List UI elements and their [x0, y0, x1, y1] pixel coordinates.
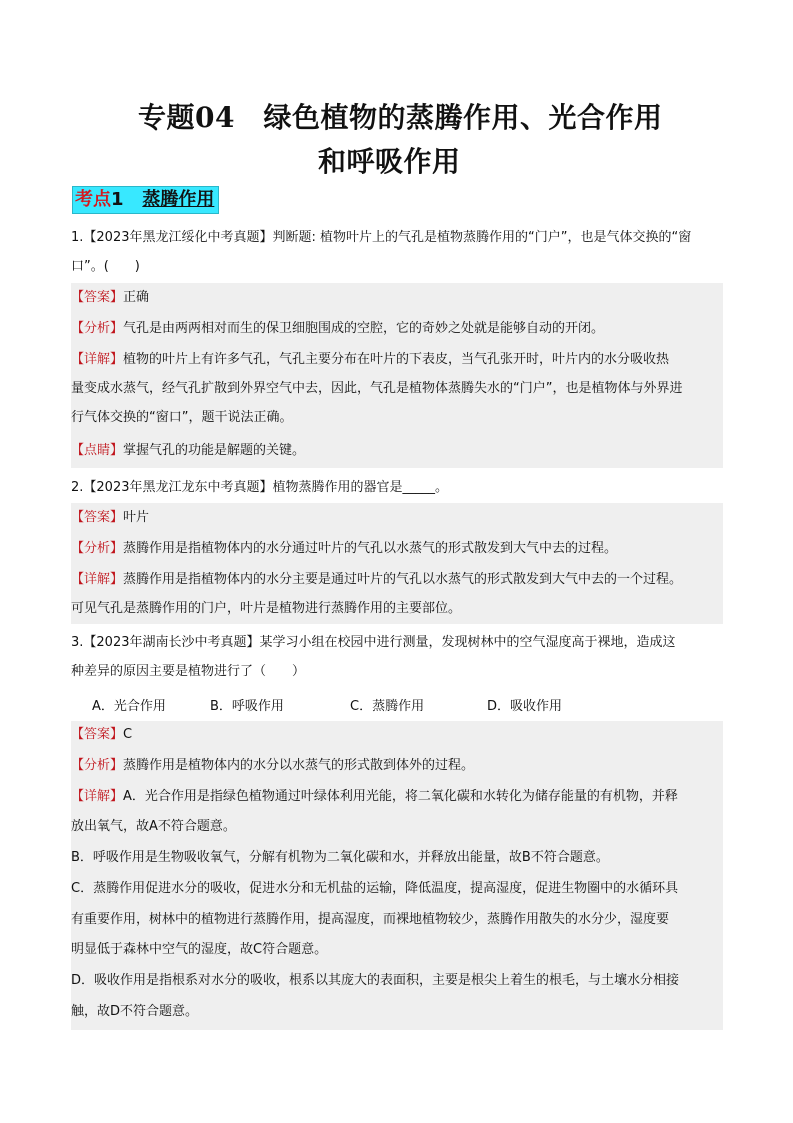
q1-analysis [71, 320, 723, 338]
section-number: 1 [111, 189, 124, 210]
q3-analysis [71, 757, 723, 775]
analysis-text: 蒸腾作用是植物体内的水分以水蒸气的形式散到体外的过程。 [123, 758, 475, 773]
answer-text: 叶片 [123, 510, 150, 525]
q2-detail-line2: 可见气孔是蒸腾作用的门户，叶片是植物进行蒸腾作用的主要部位。 [71, 601, 462, 616]
q1-answer [71, 289, 723, 307]
section-kaodian: 考点 [75, 189, 111, 210]
q2-stem: 2.【2023年黑龙江龙东中考真题】植物蒸腾作用的器官是_____。 [71, 480, 448, 495]
answer-tag: 【答案】 [71, 727, 124, 742]
q3-detail-line1 [71, 788, 723, 806]
q2-answer [71, 509, 723, 527]
q3-detail-line7: D．吸收作用是指根系对水分的吸收，根系以其庞大的表面积，主要是根尖上着生的根毛，与土壤水分相接 [71, 973, 680, 988]
q3-option-b: B．呼吸作用 [210, 699, 284, 714]
q3-option-d: D．吸收作用 [487, 699, 563, 714]
q3-detail-line5: 有重要作用，树林中的植物进行蒸腾作用，提高湿度，而裸地植物较少，蒸腾作用散失的水分少，湿度要 [71, 912, 670, 927]
page-title: 专题04 绿色植物的蒸腾作用、光合作用 [138, 101, 663, 134]
point-tag: 【点睛】 [71, 443, 124, 458]
analysis-tag: 【分析】 [71, 321, 124, 336]
point-text: 掌握气孔的功能是解题的关键。 [123, 443, 306, 458]
q3-detail-line4: C．蒸腾作用促进水分的吸收，促进水分和无机盐的运输，降低温度，提高湿度，促进生物圈中的水循环具 [71, 881, 679, 896]
detail-text: 蒸腾作用是指植物体内的水分主要是通过叶片的气孔以水蒸气的形式散发到大气中去的一个过程。 [123, 572, 683, 587]
q3-answer [71, 726, 723, 744]
answer-tag: 【答案】 [71, 510, 124, 525]
detail-text: 植物的叶片上有许多气孔，气孔主要分布在叶片的下表皮，当气孔张开时，叶片内的水分吸收热 [123, 352, 670, 367]
q3-stem-line1: 3.【2023年湖南长沙中考真题】某学习小组在校园中进行测量，发现树林中的空气湿度高于裸地，造成这 [71, 635, 676, 650]
q1-stem-line1: 1.【2023年黑龙江绥化中考真题】判断题: 植物叶片上的气孔是植物蒸腾作用的“门户”，也是气体交换的“窗 [71, 230, 692, 245]
detail-tag: 【详解】 [71, 572, 124, 587]
answer-tag: 【答案】 [71, 290, 124, 305]
q3-stem-line2: 种差异的原因主要是植物进行了（ ） [71, 664, 306, 679]
q1-stem-line2: 口”。( ) [71, 259, 140, 274]
detail-tag: 【详解】 [71, 352, 124, 367]
page-title-line2: 和呼吸作用 [318, 145, 461, 178]
q3-option-a: A．光合作用 [92, 699, 166, 714]
q2-analysis [71, 540, 723, 558]
q3-detail-line3: B．呼吸作用是生物吸收氧气，分解有机物为二氧化碳和水，并释放出能量，故B不符合题意。 [71, 850, 609, 865]
q1-solution-block [71, 283, 723, 468]
q1-detail-line3: 行气体交换的“窗口”，题干说法正确。 [71, 410, 293, 425]
q3-detail-line2: 放出氧气，故A不符合题意。 [71, 819, 236, 834]
q1-point [71, 442, 723, 460]
q2-detail-line1 [71, 571, 723, 589]
section-heading [72, 186, 219, 214]
detail-tag: 【详解】 [71, 789, 124, 804]
analysis-tag: 【分析】 [71, 541, 124, 556]
q3-detail-line6: 明显低于森林中空气的湿度，故C符合题意。 [71, 942, 328, 957]
q3-detail-line8: 触，故D不符合题意。 [71, 1004, 199, 1019]
q3-option-c: C．蒸腾作用 [350, 699, 425, 714]
q1-detail-line1 [71, 351, 723, 369]
section-name: 蒸腾作用 [142, 189, 215, 210]
q1-detail-line2: 量变成水蒸气，经气孔扩散到外界空气中去，因此，气孔是植物体蒸腾失水的“门户”，也是植物体与外界进 [71, 381, 683, 396]
analysis-text: 气孔是由两两相对而生的保卫细胞围成的空腔，它的奇妙之处就是能够自动的开闭。 [123, 321, 605, 336]
answer-text: C [123, 727, 133, 742]
analysis-text: 蒸腾作用是指植物体内的水分通过叶片的气孔以水蒸气的形式散发到大气中去的过程。 [123, 541, 618, 556]
answer-text: 正确 [123, 290, 150, 305]
analysis-tag: 【分析】 [71, 758, 124, 773]
detail-text: A．光合作用是指绿色植物通过叶绿体利用光能，将二氧化碳和水转化为储存能量的有机物，并释 [123, 789, 678, 804]
